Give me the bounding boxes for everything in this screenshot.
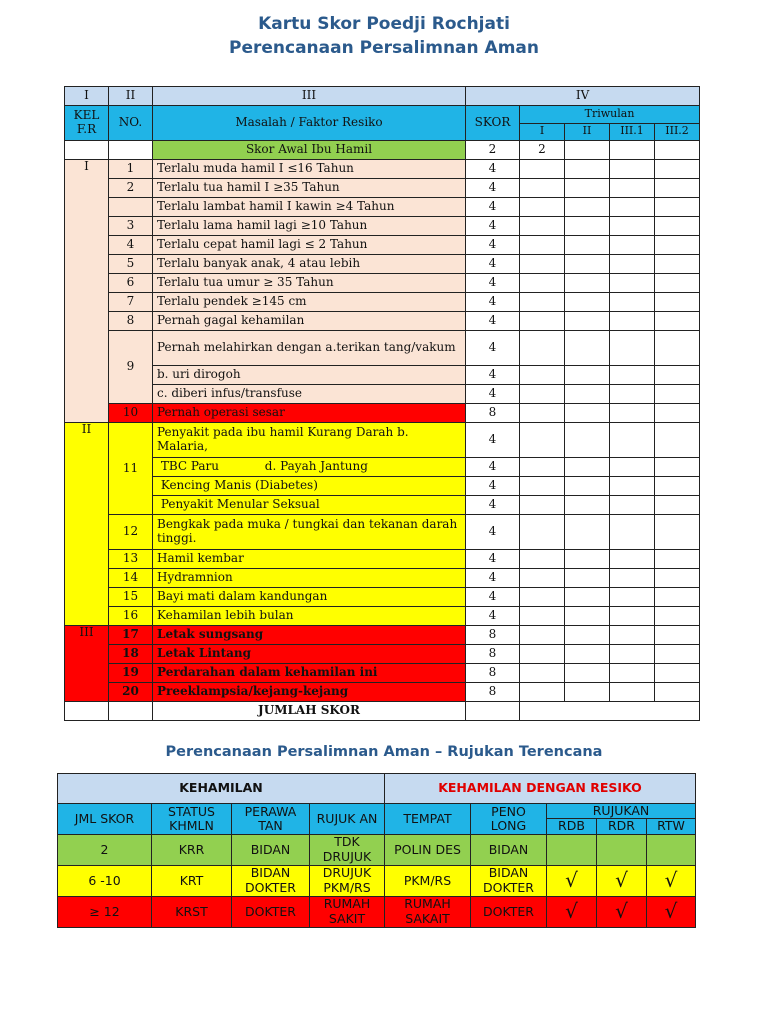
triwulan-cell[interactable] [565, 550, 610, 569]
triwulan-cell[interactable] [610, 217, 655, 236]
risk-score: 8 [466, 626, 520, 645]
triwulan-cell[interactable] [610, 550, 655, 569]
score-row [65, 385, 700, 404]
triwulan-cell[interactable] [610, 496, 655, 515]
skor-awal-tw1: 2 [520, 141, 565, 160]
score-row [65, 458, 700, 477]
risk-score: 4 [466, 179, 520, 198]
row-number: 8 [109, 312, 153, 331]
jumlah-skor-value[interactable] [466, 702, 520, 721]
triwulan-cell[interactable] [520, 404, 565, 423]
row-number: 14 [109, 569, 153, 588]
triwulan-cell[interactable] [655, 588, 700, 607]
triwulan-cell[interactable] [610, 236, 655, 255]
triwulan-cell[interactable] [610, 198, 655, 217]
rujukan-header: RUJUK AN [310, 804, 385, 835]
triwulan-cell[interactable] [610, 588, 655, 607]
check-icon: √ [547, 865, 597, 896]
risk-score: 4 [466, 515, 520, 550]
risk-factor-text: Terlalu pendek ≥145 cm [153, 293, 466, 312]
triwulan-cell[interactable] [655, 496, 700, 515]
row-number: 1 [109, 160, 153, 179]
triwulan-cell[interactable] [565, 683, 610, 702]
triwulan-cell[interactable] [610, 331, 655, 366]
score-row [65, 255, 700, 274]
risk-score: 4 [466, 550, 520, 569]
score-row [65, 179, 700, 198]
roman-4: IV [466, 87, 700, 106]
triwulan-cell[interactable] [565, 179, 610, 198]
plan-perawatan: BIDAN [232, 834, 310, 865]
tw-3-header: III.1 [610, 123, 655, 141]
risk-factor-text: Terlalu banyak anak, 4 atau lebih [153, 255, 466, 274]
roman-3: III [153, 87, 466, 106]
triwulan-cell[interactable] [565, 198, 610, 217]
risk-score: 4 [466, 331, 520, 366]
group-label: I [65, 160, 109, 423]
penolong-header: PENO LONG [471, 804, 547, 835]
row-number: 10 [109, 404, 153, 423]
triwulan-cell[interactable] [655, 385, 700, 404]
risk-score: 4 [466, 312, 520, 331]
score-row [65, 626, 700, 645]
risk-score: 4 [466, 496, 520, 515]
triwulan-cell[interactable] [610, 664, 655, 683]
row-number: 20 [109, 683, 153, 702]
kehamilan-resiko-header: KEHAMILAN DENGAN RESIKO [385, 774, 696, 804]
triwulan-cell[interactable] [610, 458, 655, 477]
triwulan-cell[interactable] [520, 664, 565, 683]
score-row [65, 293, 700, 312]
roman-1: I [65, 87, 109, 106]
rujukan-group-header: RUJUKAN [547, 804, 696, 819]
roman-2: II [109, 87, 153, 106]
score-row [65, 664, 700, 683]
triwulan-cell[interactable] [655, 645, 700, 664]
risk-score: 4 [466, 607, 520, 626]
triwulan-cell[interactable] [565, 160, 610, 179]
triwulan-cell[interactable] [565, 626, 610, 645]
triwulan-cell[interactable] [565, 385, 610, 404]
plan-skor: 2 [58, 834, 152, 865]
triwulan-cell[interactable] [520, 550, 565, 569]
triwulan-cell[interactable] [565, 645, 610, 664]
triwulan-cell[interactable] [610, 179, 655, 198]
risk-score: 4 [466, 255, 520, 274]
triwulan-cell[interactable] [610, 385, 655, 404]
score-row [65, 331, 700, 366]
risk-score: 8 [466, 404, 520, 423]
score-row [65, 198, 700, 217]
row-number: 3 [109, 217, 153, 236]
check-icon: √ [547, 896, 597, 927]
score-row [65, 160, 700, 179]
check-icon: √ [647, 865, 696, 896]
check-icon: √ [647, 896, 696, 927]
risk-score: 8 [466, 683, 520, 702]
row-number: 19 [109, 664, 153, 683]
card-title: Kartu Skor Poedji Rochjati [258, 14, 510, 34]
triwulan-cell[interactable] [610, 366, 655, 385]
triwulan-cell[interactable] [655, 217, 700, 236]
score-table [64, 86, 700, 721]
check-icon [647, 834, 696, 865]
risk-factor-text: Hydramnion [153, 569, 466, 588]
triwulan-cell[interactable] [655, 550, 700, 569]
row-number: 7 [109, 293, 153, 312]
plan-status: KRR [152, 834, 232, 865]
score-row [65, 312, 700, 331]
triwulan-cell[interactable] [610, 515, 655, 550]
tw-4-header: III.2 [655, 123, 700, 141]
skor-awal-label: Skor Awal Ibu Hamil [153, 141, 466, 160]
risk-factor-text: Bengkak pada muka / tungkai dan tekanan darah tinggi. [153, 515, 466, 550]
triwulan-cell[interactable] [520, 274, 565, 293]
risk-factor-text: Terlalu lambat hamil I kawin ≥4 Tahun [153, 198, 466, 217]
risk-factor-text: Pernah operasi sesar [153, 404, 466, 423]
risk-score: 4 [466, 385, 520, 404]
score-row [65, 217, 700, 236]
plan-tempat: POLIN DES [385, 834, 471, 865]
plan-table [57, 773, 696, 928]
risk-factor-text: TBC Paru d. Payah Jantung [153, 458, 466, 477]
triwulan-cell[interactable] [610, 683, 655, 702]
risk-score: 4 [466, 160, 520, 179]
triwulan-cell[interactable] [655, 664, 700, 683]
triwulan-cell[interactable] [520, 477, 565, 496]
row-number: 2 [109, 179, 153, 198]
triwulan-cell[interactable] [655, 366, 700, 385]
plan-row [58, 896, 696, 927]
score-row [65, 550, 700, 569]
triwulan-cell[interactable] [520, 179, 565, 198]
row-number: 15 [109, 588, 153, 607]
score-row [65, 515, 700, 550]
risk-factor-text: Perdarahan dalam kehamilan ini [153, 664, 466, 683]
row-number: 18 [109, 645, 153, 664]
triwulan-cell[interactable] [520, 496, 565, 515]
row-number: 6 [109, 274, 153, 293]
risk-factor-text: Kencing Manis (Diabetes) [153, 477, 466, 496]
triwulan-cell[interactable] [655, 404, 700, 423]
triwulan-cell[interactable] [520, 607, 565, 626]
risk-factor-text: Kehamilan lebih bulan [153, 607, 466, 626]
risk-score: 4 [466, 293, 520, 312]
triwulan-cell[interactable] [565, 217, 610, 236]
row-number: 17 [109, 626, 153, 645]
score-row [65, 569, 700, 588]
no-header: NO. [109, 106, 153, 141]
triwulan-cell[interactable] [565, 607, 610, 626]
triwulan-cell[interactable] [655, 607, 700, 626]
plan-status: KRST [152, 896, 232, 927]
triwulan-cell[interactable] [655, 331, 700, 366]
group-label: III [65, 626, 109, 702]
triwulan-cell[interactable] [520, 366, 565, 385]
triwulan-header: Triwulan [520, 106, 700, 124]
score-row [65, 404, 700, 423]
plan-rujukan: DRUJUK PKM/RS [310, 865, 385, 896]
triwulan-cell[interactable] [610, 607, 655, 626]
risk-score: 4 [466, 569, 520, 588]
kehamilan-header: KEHAMILAN [58, 774, 385, 804]
plan-penolong: BIDAN [471, 834, 547, 865]
row-number: 12 [109, 515, 153, 550]
risk-factor-text: c. diberi infus/transfuse [153, 385, 466, 404]
score-row [65, 588, 700, 607]
risk-factor-text: Letak sungsang [153, 626, 466, 645]
triwulan-cell[interactable] [565, 588, 610, 607]
triwulan-cell[interactable] [610, 293, 655, 312]
risk-factor-text: Letak Lintang [153, 645, 466, 664]
triwulan-cell[interactable] [610, 626, 655, 645]
score-row [65, 423, 700, 458]
score-row [65, 366, 700, 385]
plan-row [58, 834, 696, 865]
risk-factor-text: b. uri dirogoh [153, 366, 466, 385]
risk-score: 4 [466, 366, 520, 385]
risk-factor-text: Pernah melahirkan dengan a.terikan tang/vakum [153, 331, 466, 366]
jml-skor-header: JML SKOR [58, 804, 152, 835]
triwulan-cell[interactable] [610, 645, 655, 664]
risk-score: 4 [466, 198, 520, 217]
risk-score: 4 [466, 236, 520, 255]
triwulan-cell[interactable] [610, 404, 655, 423]
rdr-header: RDR [597, 819, 647, 834]
triwulan-cell[interactable] [565, 515, 610, 550]
row-number [109, 198, 153, 217]
triwulan-cell[interactable] [565, 236, 610, 255]
risk-score: 4 [466, 217, 520, 236]
skor-header: SKOR [466, 106, 520, 141]
card-subtitle: Perencanaan Persalimnan Aman [229, 38, 539, 58]
plan-skor: ≥ 12 [58, 896, 152, 927]
row-number: 11 [109, 423, 153, 515]
triwulan-cell[interactable] [520, 331, 565, 366]
risk-factor-text: Penyakit Menular Seksual [153, 496, 466, 515]
rtw-header: RTW [647, 819, 696, 834]
risk-factor-text: Terlalu tua umur ≥ 35 Tahun [153, 274, 466, 293]
risk-factor-text: Bayi mati dalam kandungan [153, 588, 466, 607]
triwulan-cell[interactable] [655, 179, 700, 198]
risk-factor-text: Preeklampsia/kejang-kejang [153, 683, 466, 702]
triwulan-cell[interactable] [610, 477, 655, 496]
status-header: STATUS KHMLN [152, 804, 232, 835]
triwulan-cell[interactable] [520, 385, 565, 404]
risk-factor-text: Terlalu muda hamil I ≤16 Tahun [153, 160, 466, 179]
triwulan-cell[interactable] [520, 198, 565, 217]
rdb-header: RDB [547, 819, 597, 834]
check-icon: √ [597, 896, 647, 927]
tw-2-header: II [565, 123, 610, 141]
plan-rujukan: RUMAH SAKIT [310, 896, 385, 927]
triwulan-cell[interactable] [565, 423, 610, 458]
triwulan-cell[interactable] [520, 236, 565, 255]
triwulan-cell[interactable] [565, 664, 610, 683]
triwulan-cell[interactable] [520, 293, 565, 312]
triwulan-cell[interactable] [565, 331, 610, 366]
triwulan-cell[interactable] [655, 312, 700, 331]
score-row [65, 645, 700, 664]
risk-score: 8 [466, 664, 520, 683]
triwulan-cell[interactable] [520, 458, 565, 477]
triwulan-cell[interactable] [520, 217, 565, 236]
triwulan-cell[interactable] [520, 255, 565, 274]
triwulan-cell[interactable] [655, 683, 700, 702]
risk-score: 4 [466, 274, 520, 293]
plan-title: Perencanaan Persalimnan Aman – Rujukan Terencana [165, 744, 603, 760]
triwulan-cell[interactable] [610, 569, 655, 588]
score-row [65, 683, 700, 702]
plan-rujukan: TDK DRUJUK [310, 834, 385, 865]
triwulan-cell[interactable] [655, 160, 700, 179]
triwulan-cell[interactable] [520, 423, 565, 458]
triwulan-cell[interactable] [655, 569, 700, 588]
risk-factor-text: Terlalu cepat hamil lagi ≤ 2 Tahun [153, 236, 466, 255]
triwulan-cell[interactable] [655, 423, 700, 458]
triwulan-cell[interactable] [520, 569, 565, 588]
triwulan-cell[interactable] [565, 274, 610, 293]
triwulan-cell[interactable] [655, 293, 700, 312]
triwulan-cell[interactable] [520, 515, 565, 550]
triwulan-cell[interactable] [655, 477, 700, 496]
plan-status: KRT [152, 865, 232, 896]
risk-score: 4 [466, 458, 520, 477]
risk-factor-text: Terlalu tua hamil I ≥35 Tahun [153, 179, 466, 198]
row-number: 4 [109, 236, 153, 255]
triwulan-cell[interactable] [520, 626, 565, 645]
row-number: 9 [109, 331, 153, 404]
plan-row [58, 865, 696, 896]
risk-factor-text: Hamil kembar [153, 550, 466, 569]
risk-score: 8 [466, 645, 520, 664]
triwulan-cell[interactable] [655, 274, 700, 293]
score-row [65, 607, 700, 626]
triwulan-cell[interactable] [520, 683, 565, 702]
triwulan-cell[interactable] [565, 255, 610, 274]
triwulan-cell[interactable] [655, 255, 700, 274]
perawatan-header: PERAWA TAN [232, 804, 310, 835]
plan-perawatan: BIDAN DOKTER [232, 865, 310, 896]
risk-score: 4 [466, 477, 520, 496]
score-row [65, 496, 700, 515]
plan-tempat: RUMAH SAKAIT [385, 896, 471, 927]
triwulan-cell[interactable] [565, 366, 610, 385]
triwulan-cell[interactable] [610, 423, 655, 458]
triwulan-cell[interactable] [610, 255, 655, 274]
triwulan-cell[interactable] [565, 477, 610, 496]
triwulan-cell[interactable] [520, 160, 565, 179]
tempat-header: TEMPAT [385, 804, 471, 835]
score-row [65, 477, 700, 496]
risk-score: 4 [466, 423, 520, 458]
risk-factor-text: Penyakit pada ibu hamil Kurang Darah b. Malaria, [153, 423, 466, 458]
triwulan-cell[interactable] [520, 588, 565, 607]
triwulan-cell[interactable] [655, 458, 700, 477]
jumlah-skor-label: JUMLAH SKOR [153, 702, 466, 721]
risk-factor-text: Pernah gagal kehamilan [153, 312, 466, 331]
triwulan-cell[interactable] [655, 626, 700, 645]
check-icon: √ [597, 865, 647, 896]
triwulan-cell[interactable] [565, 404, 610, 423]
triwulan-cell[interactable] [565, 569, 610, 588]
triwulan-cell[interactable] [610, 160, 655, 179]
triwulan-cell[interactable] [565, 312, 610, 331]
triwulan-cell[interactable] [565, 458, 610, 477]
plan-perawatan: DOKTER [232, 896, 310, 927]
triwulan-cell[interactable] [655, 198, 700, 217]
triwulan-cell[interactable] [520, 645, 565, 664]
check-icon [547, 834, 597, 865]
plan-tempat: PKM/RS [385, 865, 471, 896]
risk-factor-text: Terlalu lama hamil lagi ≥10 Tahun [153, 217, 466, 236]
tw-1-header: I [520, 123, 565, 141]
triwulan-cell[interactable] [655, 236, 700, 255]
row-number: 5 [109, 255, 153, 274]
triwulan-cell[interactable] [610, 312, 655, 331]
score-row [65, 236, 700, 255]
triwulan-cell[interactable] [565, 293, 610, 312]
plan-penolong: BIDAN DOKTER [471, 865, 547, 896]
plan-skor: 6 -10 [58, 865, 152, 896]
group-label: II [65, 423, 109, 626]
masalah-header: Masalah / Faktor Resiko [153, 106, 466, 141]
score-row [65, 274, 700, 293]
triwulan-cell[interactable] [655, 515, 700, 550]
triwulan-cell[interactable] [520, 312, 565, 331]
kel-fr-header: KEL F.R [65, 106, 109, 141]
risk-score: 4 [466, 588, 520, 607]
row-number: 13 [109, 550, 153, 569]
check-icon [597, 834, 647, 865]
plan-penolong: DOKTER [471, 896, 547, 927]
skor-awal-value: 2 [466, 141, 520, 160]
row-number: 16 [109, 607, 153, 626]
triwulan-cell[interactable] [610, 274, 655, 293]
triwulan-cell[interactable] [565, 496, 610, 515]
